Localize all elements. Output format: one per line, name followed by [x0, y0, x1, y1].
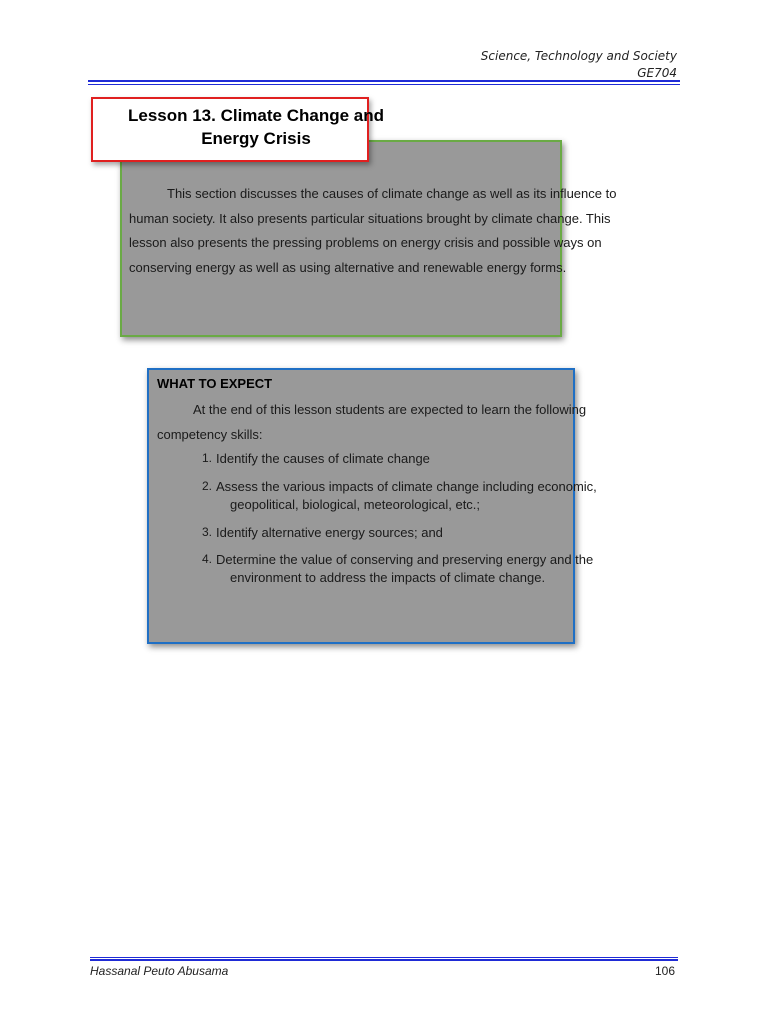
intro-line4: conserving energy as well as using alternative and renewable energy forms.	[129, 259, 567, 275]
wte-intro-line2: competency skills:	[157, 427, 263, 442]
list-item	[202, 478, 642, 513]
list-item-number: 2.	[202, 479, 213, 493]
list-item-text: Identify alternative energy sources; and	[216, 525, 443, 540]
footer-rule	[90, 957, 678, 963]
lesson-title	[100, 104, 420, 150]
what-to-expect-heading: WHAT TO EXPECT	[157, 376, 273, 391]
lesson-title-line1: Lesson 13. Climate Change and	[127, 106, 384, 125]
list-item-text-cont: geopolitical, biological, meteorological, etc.;	[230, 496, 481, 512]
intro-line3: lesson also presents the pressing problems on energy crisis and possible ways on	[129, 235, 602, 250]
intro-paragraph	[129, 182, 649, 280]
what-to-expect-intro	[157, 397, 627, 447]
header-rule	[88, 80, 680, 86]
list-item-number: 3.	[202, 525, 213, 539]
list-item-text: Determine the value of conserving and preserving energy and the	[216, 552, 594, 567]
list-item-text: Identify the causes of climate change	[216, 451, 430, 466]
list-item-number: 1.	[202, 451, 213, 465]
footer-author: Hassanal Peuto Abusama	[90, 964, 229, 978]
course-code: GE704	[637, 66, 677, 80]
course-title: Science, Technology and Society	[480, 49, 677, 63]
page-number: 106	[654, 964, 675, 978]
running-header	[481, 48, 677, 82]
lesson-title-line2: Energy Crisis	[201, 129, 311, 148]
intro-line2: human society. It also presents particular situations brought by climate change. This	[129, 210, 611, 226]
list-item	[202, 450, 642, 468]
list-item	[202, 551, 642, 586]
list-item-number: 4.	[202, 552, 213, 566]
wte-intro-line1: At the end of this lesson students are expected to learn the following	[193, 402, 587, 417]
list-item-text: Assess the various impacts of climate change including economic,	[216, 479, 597, 494]
intro-line1: This section discusses the causes of climate change as well as its influence to	[167, 186, 617, 201]
list-item	[202, 524, 642, 542]
list-item-text-cont: environment to address the impacts of climate change.	[230, 569, 546, 585]
